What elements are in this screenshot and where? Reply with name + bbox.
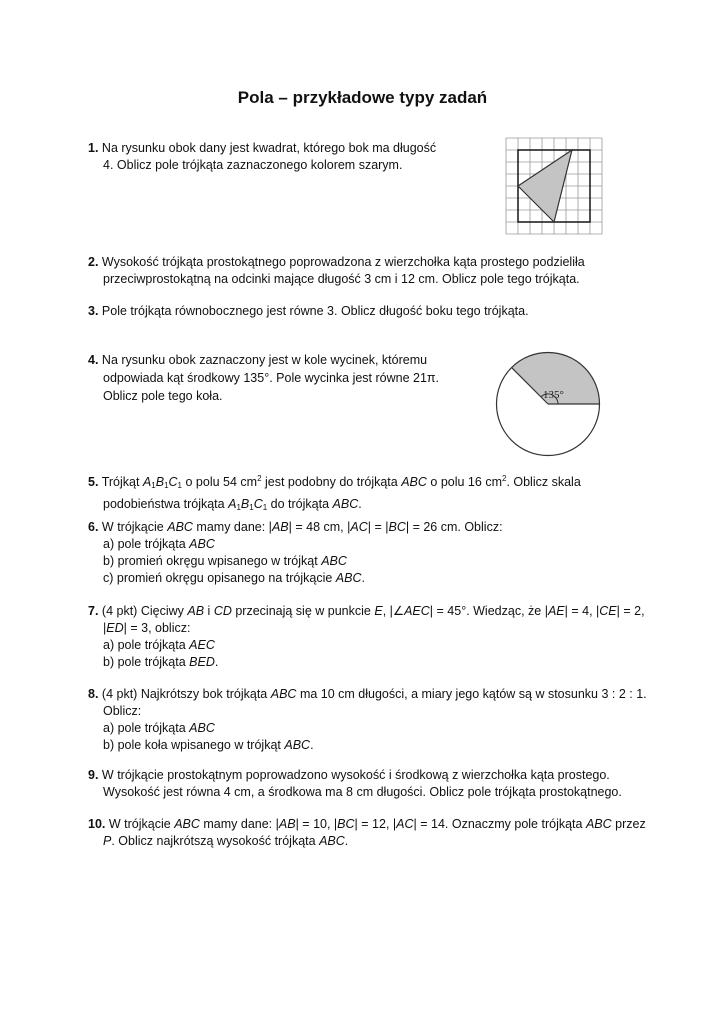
subscript: 1 — [151, 481, 156, 490]
task-number: 9. — [88, 768, 99, 782]
task-text: przeciwprostokątną na odcinki mające długość 3 cm i 12 cm. Oblicz pole tego trójkąta. — [103, 272, 580, 286]
triangle-label: ABC — [319, 834, 345, 848]
circle-sector-figure — [488, 346, 608, 466]
task-text: (4 pkt) Cięciwy — [101, 604, 184, 618]
task-text: Wysokość jest równa 4 cm, a środkowa ma 8 cm długości. Oblicz pole trójkąta prostokątnego. — [103, 785, 622, 799]
task-text: | = 4, | — [564, 604, 600, 618]
task-text: b) pole trójkąta — [103, 655, 186, 669]
task-text: o polu 16 cm — [430, 475, 502, 489]
task-text: W trójkącie prostokątnym poprowadzono wysokość i środkową z wierzchołka kąta prostego. — [101, 768, 610, 782]
segment-label: AE — [547, 604, 565, 618]
task-text: i — [207, 604, 211, 618]
task-text: przez — [615, 817, 646, 831]
task-item — [88, 737, 647, 754]
variable-label: P — [103, 834, 112, 848]
task-4 — [88, 351, 439, 405]
triangle-label: ABC — [270, 687, 297, 701]
task-text: odpowiada kąt środkowy 135°. Pole wycinka jest równe 21π. — [103, 371, 440, 385]
segment-label: AB — [187, 604, 205, 618]
task-text: jest podobny do trójkąta — [265, 475, 398, 489]
task-text: , |∠ — [382, 604, 405, 618]
task-text: Oblicz: — [103, 704, 142, 718]
triangle-label: BED — [189, 655, 215, 669]
task-text: . — [361, 571, 365, 585]
segment-label: BC — [388, 520, 406, 534]
task-text: | = 45°. Wiedząc, że | — [429, 604, 548, 618]
segment-label: CE — [599, 604, 617, 618]
task-text: . — [310, 738, 314, 752]
vertex-label: C — [168, 475, 178, 489]
segment-label: AC — [396, 817, 414, 831]
task-text: c) promień okręgu opisanego na trójkącie — [103, 571, 333, 585]
triangle-label: ABC — [284, 738, 311, 752]
task-8 — [88, 686, 647, 754]
task-text: W trójkącie — [108, 817, 171, 831]
task-number: 3. — [88, 304, 99, 318]
vertex-label: B — [240, 497, 250, 511]
task-text: Oblicz pole tego koła. — [103, 389, 223, 403]
task-item — [88, 720, 647, 737]
superscript: 2 — [257, 474, 262, 483]
angle-label: AEC — [404, 604, 430, 618]
task-1 — [88, 140, 436, 174]
segment-label: AB — [278, 817, 296, 831]
triangle-label: ABC — [585, 817, 612, 831]
task-text: | = 26 cm. Oblicz: — [405, 520, 503, 534]
task-item — [88, 553, 503, 570]
vertex-label: A — [228, 497, 237, 511]
task-number: 8. — [88, 687, 99, 701]
task-item — [88, 654, 645, 671]
task-6 — [88, 519, 503, 587]
task-text: | = 3, oblicz: — [123, 621, 191, 635]
vertex-label: B — [155, 475, 165, 489]
superscript: 2 — [501, 474, 507, 483]
task-text: ma 10 cm długości, a miary jego kątów są w stosunku 3 : 2 : 1. — [299, 687, 647, 701]
subscript: 1 — [262, 503, 268, 512]
subscript: 1 — [236, 503, 241, 512]
triangle-label: ABC — [401, 475, 427, 489]
task-text: . — [344, 834, 349, 848]
task-item — [88, 536, 503, 553]
page-title: Pola – przykładowe typy zadań — [237, 88, 488, 107]
task-text: . — [214, 655, 219, 669]
task-text: o polu 54 cm — [185, 475, 258, 489]
segment-label: ED — [106, 621, 124, 635]
task-text: a) pole trójkąta — [103, 638, 186, 652]
task-text: mamy dane: | — [196, 520, 272, 534]
triangle-label: ABC — [189, 721, 215, 735]
task-text: . Oblicz najkrótszą wysokość trójkąta — [111, 834, 316, 848]
vertex-label: A — [142, 475, 152, 489]
triangle-label: ABC — [174, 817, 200, 831]
task-text: | = 12, | — [354, 817, 397, 831]
task-text: a) pole trójkąta — [103, 721, 186, 735]
segment-label: BC — [337, 817, 355, 831]
task-7 — [88, 603, 645, 671]
task-text: Trójkąt — [101, 475, 140, 489]
task-text: | = 2, — [616, 604, 645, 618]
task-text: Na rysunku obok zaznaczony jest w kole wycinek, któremu — [101, 353, 428, 367]
task-text: . — [358, 497, 362, 511]
triangle-label: ABC — [332, 497, 359, 511]
task-item — [88, 637, 645, 654]
triangle-label: ABC — [189, 537, 215, 551]
task-2 — [88, 254, 585, 288]
task-text: 4. Oblicz pole trójkąta zaznaczonego kolorem szarym. — [103, 158, 403, 172]
task-3 — [88, 303, 529, 320]
task-line — [88, 833, 646, 850]
subscript: 1 — [177, 481, 182, 490]
task-text: | = 48 cm, | — [288, 520, 351, 534]
task-number: 2. — [88, 255, 99, 269]
task-text: Wysokość trójkąta prostokątnego poprowadzona z wierzchołka kąta prostego podzieliła — [101, 255, 585, 269]
triangle-label: ABC — [167, 520, 193, 534]
task-text: | = 10, | — [295, 817, 338, 831]
task-text: b) pole koła wpisanego w trójkąt — [103, 738, 281, 752]
task-text: mamy dane: | — [203, 817, 279, 831]
task-text: Pole trójkąta równobocznego jest równe 3. Oblicz długość boku tego trójkąta. — [101, 304, 529, 318]
task-text: | = | — [367, 520, 389, 534]
triangle-label: AEC — [189, 638, 215, 652]
segment-label: AC — [350, 520, 368, 534]
task-number: 7. — [88, 604, 99, 618]
task-10 — [88, 816, 646, 850]
task-line — [88, 495, 581, 517]
task-text: Na rysunku obok dany jest kwadrat, którego bok ma długość — [101, 141, 437, 155]
segment-label: CD — [213, 604, 232, 618]
task-number: 1. — [88, 141, 99, 155]
task-number: 5. — [88, 475, 99, 489]
task-9 — [88, 767, 622, 801]
square-grid-figure — [500, 132, 610, 242]
task-text: podobieństwa trójkąta — [103, 497, 225, 511]
task-text: b) promień okręgu wpisanego w trójkąt — [103, 554, 318, 568]
task-text: W trójkącie — [101, 520, 164, 534]
angle-label: 135° — [543, 389, 564, 401]
triangle-label: ABC — [335, 571, 362, 585]
task-text: . Oblicz skala — [506, 475, 581, 489]
task-item — [88, 570, 503, 587]
segment-label: AB — [271, 520, 289, 534]
task-number: 4. — [88, 353, 99, 367]
vertex-label: C — [253, 497, 263, 511]
task-text: a) pole trójkąta — [103, 537, 186, 551]
triangle-label: ABC — [321, 554, 347, 568]
task-5 — [88, 470, 581, 517]
subscript: 1 — [164, 481, 169, 490]
task-text: (4 pkt) Najkrótszy bok trójkąta — [101, 687, 268, 701]
task-text: przecinają się w punkcie — [235, 604, 371, 618]
task-line: |ED| = 3, oblicz: — [103, 621, 191, 635]
task-number: 6. — [88, 520, 99, 534]
task-number: 10. — [88, 817, 106, 831]
task-text: do trójkąta — [270, 497, 330, 511]
subscript: 1 — [249, 503, 254, 512]
point-label: E — [374, 604, 383, 618]
task-text: | = 14. Oznaczmy pole trójkąta — [413, 817, 583, 831]
